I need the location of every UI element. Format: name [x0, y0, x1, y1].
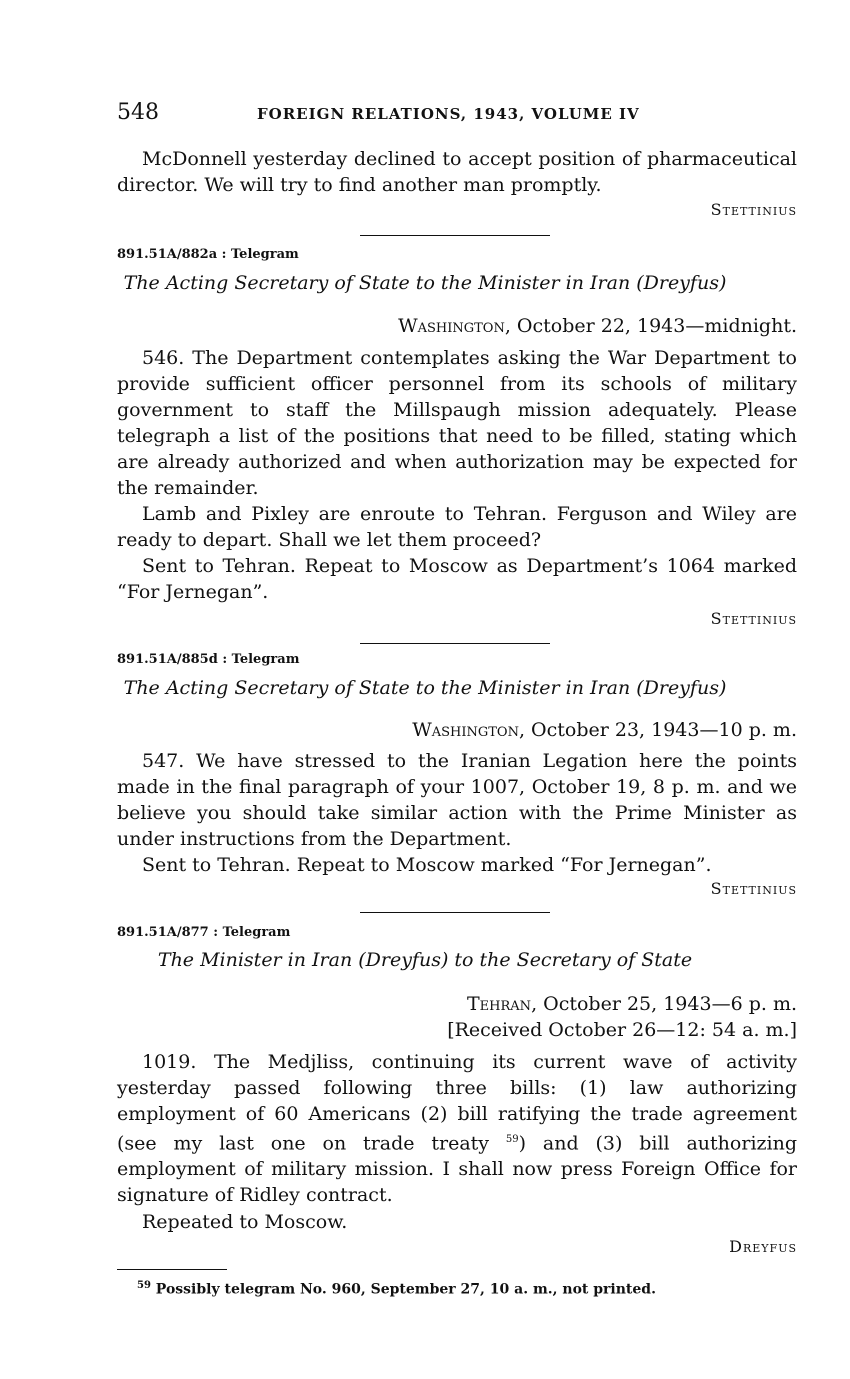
document-heading: The Acting Secretary of State to the Minister in Iran (Dreyfus)	[123, 677, 727, 699]
file-reference: 891.51A/882a : Telegram	[117, 247, 299, 262]
dateline-place: Washington	[412, 719, 519, 741]
footnote-marker: 59	[505, 1134, 519, 1145]
running-title: FOREIGN RELATIONS, 1943, VOLUME IV	[257, 105, 640, 123]
telegram-paragraph: Repeated to Moscow.	[142, 1211, 348, 1233]
dateline-date: , October 25, 1943—6 p. m.	[531, 993, 797, 1015]
dateline	[398, 315, 797, 337]
section-divider	[360, 912, 550, 913]
footnote	[137, 1280, 656, 1298]
telegram-paragraph	[117, 1049, 797, 1208]
dateline-place: Tehran	[467, 993, 532, 1015]
footnote-rule	[117, 1269, 227, 1270]
intro-paragraph: McDonnell yesterday declined to accept position of pharmaceutical director. We will try to find another man promptly.	[117, 148, 797, 196]
document-heading: The Acting Secretary of State to the Minister in Iran (Dreyfus)	[123, 272, 727, 294]
page-number: 548	[117, 100, 159, 125]
footnote-number: 59	[137, 1280, 151, 1291]
dateline-date: , October 22, 1943—midnight.	[504, 315, 797, 337]
dateline-place: Washington	[398, 315, 505, 337]
dateline	[412, 719, 797, 741]
telegram-paragraph: 547. We have stressed to the Iranian Legation here the points made in the final paragraph of your 1007, October 19, 8 p. m. and we believe you should take similar action with the Prime Minister as under instructions from the Department.	[117, 750, 797, 850]
paragraph-text: 1019. The Medjliss, continuing its current wave of activity yesterday passed following three bills: (1) law authorizing employment of 60 Americans (2) bill ratifying the trade agreement (see my last one on trade treaty	[117, 1051, 797, 1155]
telegram-paragraph: Sent to Tehran. Repeat to Moscow as Department’s 1064 marked “For Jernegan”.	[117, 555, 797, 603]
signature-dreyfus: Dreyfus	[729, 1237, 797, 1256]
footnote-text: Possibly telegram No. 960, September 27, 10 a. m., not printed.	[150, 1281, 656, 1298]
received-line: [Received October 26—12: 54 a. m.]	[447, 1019, 797, 1041]
file-reference: 891.51A/877 : Telegram	[117, 925, 291, 940]
dateline-date: , October 23, 1943—10 p. m.	[518, 719, 797, 741]
signature-stettinius-1: Stettinius	[710, 200, 797, 219]
telegram-paragraph: Sent to Tehran. Repeat to Moscow marked “For Jernegan”.	[142, 854, 712, 876]
running-head	[117, 100, 797, 130]
signature-stettinius-3: Stettinius	[710, 879, 797, 898]
signature-stettinius-2: Stettinius	[710, 609, 797, 628]
section-divider	[360, 643, 550, 644]
document-heading: The Minister in Iran (Dreyfus) to the Secretary of State	[157, 949, 693, 971]
section-divider	[360, 235, 550, 236]
file-reference: 891.51A/885d : Telegram	[117, 652, 300, 667]
telegram-paragraph: 546. The Department contemplates asking the War Department to provide sufficient officer personnel from its schools of military government to staff the Millspaugh mission adequately. Please telegraph a list of the positions that need to be filled, stating which are already authorized and when authorization may be expected for the remainder.	[117, 347, 797, 499]
dateline	[467, 993, 797, 1015]
telegram-paragraph: Lamb and Pixley are enroute to Tehran. Ferguson and Wiley are ready to depart. Shall we let them proceed?	[117, 503, 797, 551]
paragraph-text: ) and (3) bill authorizing employment of military mission. I shall now press Foreign Office for signature of Ridley contract.	[117, 1132, 798, 1207]
